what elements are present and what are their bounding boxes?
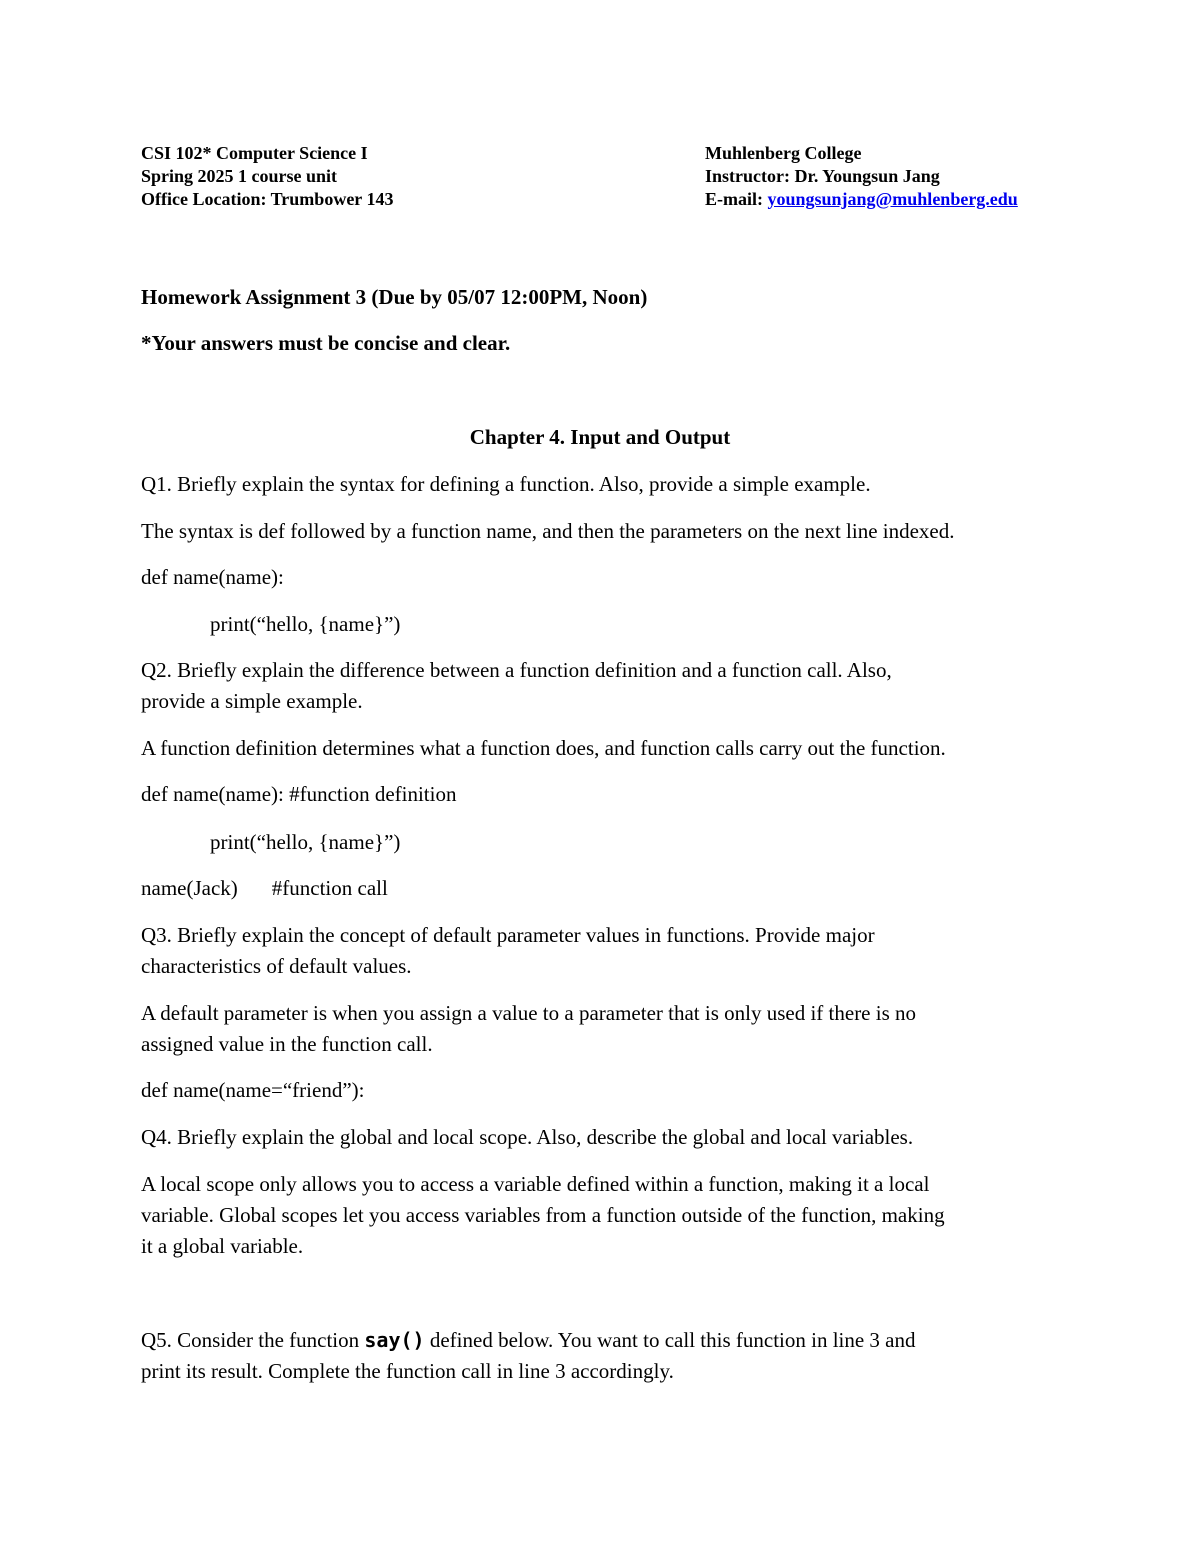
q4-answer-line-3: it a global variable. — [141, 1234, 304, 1258]
assignment-title: Homework Assignment 3 (Due by 05/07 12:00PM, Noon) — [141, 285, 648, 309]
q1-code-line-1: def name(name): — [141, 565, 284, 589]
email-line — [705, 188, 1018, 211]
course-term: Spring 2025 1 course unit — [141, 166, 338, 186]
instructor-info — [705, 142, 1018, 211]
q5-question-line-2: print its result. Complete the function call in line 3 accordingly. — [141, 1359, 674, 1383]
college-name: Muhlenberg College — [705, 143, 862, 163]
q3-question-line-2: characteristics of default values. — [141, 954, 412, 978]
q3-answer-line-2: assigned value in the function call. — [141, 1032, 433, 1056]
q2-call-comment: #function call — [271, 876, 388, 900]
q2-question-line-2: provide a simple example. — [141, 689, 363, 713]
q1-answer: The syntax is def followed by a function name, and then the parameters on the next line indexed. — [141, 519, 955, 543]
q1-question: Q1. Briefly explain the syntax for defining a function. Also, provide a simple example. — [141, 472, 871, 496]
instructor-name: Instructor: Dr. Youngsun Jang — [705, 166, 940, 186]
q2-call-code: name(Jack) — [141, 876, 238, 900]
assignment-note: *Your answers must be concise and clear. — [141, 331, 511, 355]
q2-code-line-2: print(“hello, {name}”) — [210, 830, 401, 854]
q2-code-line-3 — [141, 873, 388, 904]
q3-question-line-1: Q3. Briefly explain the concept of default parameter values in functions. Provide major — [141, 923, 875, 947]
q3-code-line-1: def name(name=“friend”): — [141, 1078, 365, 1102]
q5-question-line-1 — [141, 1325, 916, 1356]
q3-answer-line-1: A default parameter is when you assign a value to a parameter that is only used if there is no — [141, 1001, 917, 1025]
q4-question: Q4. Briefly explain the global and local scope. Also, describe the global and local variables. — [141, 1125, 914, 1149]
course-info — [141, 142, 393, 211]
q2-code-line-1: def name(name): #function definition — [141, 782, 457, 806]
q5-function-name: say() — [364, 1328, 425, 1352]
q5-question-pre: Q5. Consider the function — [141, 1328, 365, 1352]
q5-question-post: defined below. You want to call this function in line 3 and — [424, 1328, 916, 1352]
office-location: Office Location: Trumbower 143 — [141, 189, 394, 209]
q4-answer-line-1: A local scope only allows you to access a variable defined within a function, making it a local — [141, 1172, 930, 1196]
q2-question-line-1: Q2. Briefly explain the difference between a function definition and a function call. Also, — [141, 658, 892, 682]
q2-answer: A function definition determines what a function does, and function calls carry out the function. — [141, 736, 946, 760]
q1-code-line-2: print(“hello, {name}”) — [210, 612, 401, 636]
course-title: CSI 102* Computer Science I — [141, 143, 368, 163]
q4-answer-line-2: variable. Global scopes let you access variables from a function outside of the function, making — [141, 1203, 945, 1227]
chapter-title: Chapter 4. Input and Output — [469, 425, 731, 449]
email-label: E-mail: — [705, 189, 768, 209]
email-link[interactable]: youngsunjang@muhlenberg.edu — [767, 189, 1018, 209]
